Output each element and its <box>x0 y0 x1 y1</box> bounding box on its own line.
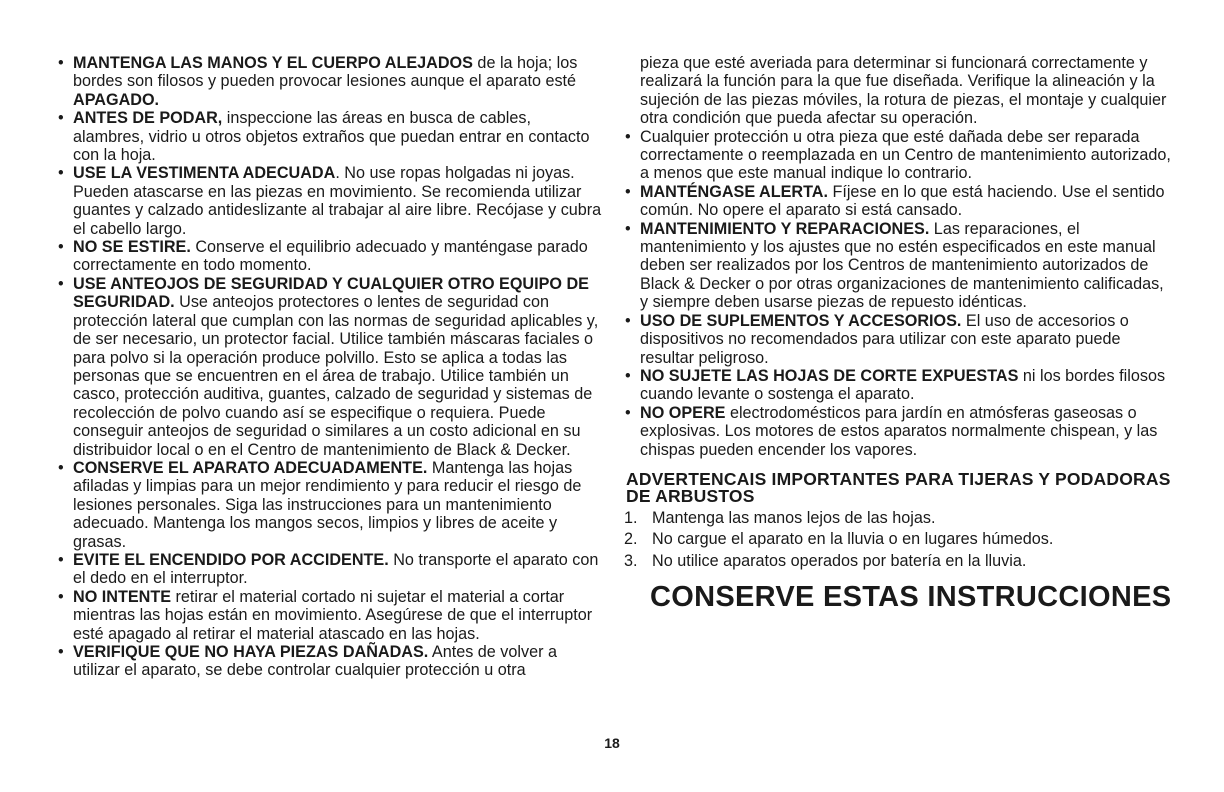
bullet-icon: • <box>58 164 64 183</box>
item-heading: MANTENGA LAS MANOS Y EL CUERPO ALEJADOS <box>73 54 473 72</box>
numbered-item <box>622 551 1172 573</box>
item-heading: NO SUJETE LAS HOJAS DE CORTE EXPUESTAS <box>640 366 1019 385</box>
bullet-icon: • <box>58 238 64 257</box>
item-text: No transporte el aparato con el dedo en el interruptor. <box>73 550 599 588</box>
bullet-icon: • <box>58 643 64 661</box>
item-heading: USE ANTEOJOS DE SEGURIDAD Y CUALQUIER OTRO EQUIPO DE SEGURIDAD. <box>73 274 589 312</box>
item-text: . No use ropas holgadas ni joyas. Pueden atascarse en las piezas en movimiento. Se recomienda utilizar guantes y calzado antideslizante al trabajar al aire libre. Recójase y cubra el cabello largo. <box>73 164 602 238</box>
item-heading: USE LA VESTIMENTA ADECUADA <box>73 164 336 183</box>
bullet-icon: • <box>58 274 64 293</box>
bullet-icon: • <box>58 550 64 569</box>
left-bullet-list <box>55 54 605 680</box>
list-item <box>622 220 1172 312</box>
bullet-icon: • <box>625 311 631 330</box>
list-item <box>55 54 605 109</box>
item-heading: VERIFIQUE QUE NO HAYA PIEZAS DAÑADAS. <box>73 643 429 661</box>
list-item <box>55 643 605 680</box>
bullet-icon: • <box>58 109 64 128</box>
bullet-icon: • <box>625 403 631 422</box>
item-text: retirar el material cortado ni sujetar el material a cortar mientras las hojas están en movimiento. Asegúrese de que el interruptor esté apagado al retirar el material atascado en las hojas. <box>73 587 593 643</box>
item-text: de la hoja; los bordes son filosos y pueden provocar lesiones aunque el aparato esté <box>73 54 578 91</box>
item-number: 1. <box>624 508 638 527</box>
bullet-icon: • <box>58 587 64 606</box>
page-number: 18 <box>604 735 620 751</box>
item-number: 3. <box>624 551 638 570</box>
list-item <box>622 367 1172 404</box>
item-text: inspeccione las áreas en busca de cables, alambres, vidrio u otros objetos extraños que puedan entrar en contacto con la hoja. <box>73 109 590 165</box>
section-heading: ADVERTENCAIS IMPORTANTES PARA TIJERAS Y PODADORAS DE ARBUSTOS <box>626 468 1171 506</box>
bullet-icon: • <box>625 127 631 146</box>
item-heading: CONSERVE EL APARATO ADECUADAMENTE. <box>73 458 428 477</box>
item-text: Fíjese en lo que está haciendo. Use el sentido común. No opere el aparato si está cansado. <box>640 182 1165 220</box>
bullet-icon: • <box>58 54 64 72</box>
list-item <box>55 459 605 551</box>
list-item <box>55 164 605 238</box>
item-text: El uso de accesorios o dispositivos no recomendados para utilizar con este aparato puede resultar peligroso. <box>640 311 1129 367</box>
item-heading: EVITE EL ENCENDIDO POR ACCIDENTE. <box>73 550 389 569</box>
item-text: Cualquier protección u otra pieza que esté dañada debe ser reparada correctamente o reemplazada en un Centro de mantenimiento autorizado, a menos que este manual indique lo contrario. <box>640 127 1171 183</box>
right-bullet-list <box>622 54 1172 459</box>
item-text: ni los bordes filosos cuando levante o sostenga el aparato. <box>640 366 1166 404</box>
list-item <box>622 312 1172 367</box>
list-item <box>55 551 605 588</box>
list-item <box>622 404 1172 459</box>
left-column <box>55 54 605 680</box>
item-heading: NO SE ESTIRE. <box>73 238 191 257</box>
item-text: Antes de volver a utilizar el aparato, se debe controlar cualquier protección u otra <box>73 643 557 680</box>
numbered-list <box>622 508 1172 573</box>
item-text: Mantenga las manos lejos de las hojas. <box>652 508 936 527</box>
item-heading: NO INTENTE <box>73 587 172 606</box>
list-item <box>55 109 605 164</box>
item-number: 2. <box>624 530 638 549</box>
page-title: CONSERVE ESTAS INSTRUCCIONES <box>650 581 1172 614</box>
item-text: pieza que esté averiada para determinar si funcionará correctamente y realizará la función para la que fue diseñada. Verifique la alineación y la sujeción de las piezas móviles, la rotura de piezas, el montaje y cualquier otra condición que pueda afectar su operación. <box>640 54 1167 128</box>
item-heading: NO OPERE <box>640 403 726 422</box>
numbered-item <box>622 529 1172 551</box>
item-heading: USO DE SUPLEMENTOS Y ACCESORIOS. <box>640 311 962 330</box>
item-text: Las reparaciones, el mantenimiento y los ajustes que no estén especificados en este manual deben ser realizados por los Centros de mantenimiento autorizados de Black & Decker o por otras organizaciones de mantenimiento calificadas, y siempre deben usarse piezas de repuesto idénticas. <box>640 219 1164 312</box>
item-text: electrodomésticos para jardín en atmósferas gaseosas o explosivas. Los motores de estos aparatos normalmente chispean, y las chispas pueden encender los vapores. <box>640 403 1158 459</box>
item-text: Conserve el equilibrio adecuado y manténgase parado correctamente en todo momento. <box>73 238 588 275</box>
bullet-icon: • <box>58 458 64 477</box>
item-text: Mantenga las hojas afiladas y limpias para un mejor rendimiento y para reducir el riesgo de lesiones personales. Siga las instrucciones para un mantenimiento adecuado. Mantenga los mangos secos, limpios y libres de aceite y grasas. <box>73 458 582 551</box>
item-heading: ANTES DE PODAR, <box>73 109 223 128</box>
list-item <box>55 275 605 459</box>
right-column <box>622 54 1172 614</box>
list-item <box>55 588 605 643</box>
item-text: No cargue el aparato en la lluvia o en lugares húmedos. <box>652 530 1054 549</box>
list-item <box>622 128 1172 183</box>
bullet-icon: • <box>625 219 631 238</box>
bullet-icon: • <box>625 182 631 201</box>
item-text: No utilice aparatos operados por batería en la lluvia. <box>652 551 1027 570</box>
item-heading: MANTENIMIENTO Y REPARACIONES. <box>640 219 930 238</box>
item-emphasis: APAGADO. <box>73 90 160 109</box>
numbered-item <box>622 508 1172 530</box>
bullet-icon: • <box>625 366 631 385</box>
list-item-continuation <box>622 54 1172 128</box>
item-text: Use anteojos protectores o lentes de seguridad con protección lateral que cumplan con las normas de seguridad aplicables y, de ser necesario, un protector facial. Utilice también máscaras faciales o para polvo si la operación produce polvillo. Esto se aplica a todas las personas que se encuentren en el área de trabajo. Utilice también un casco, protección auditiva, guantes, calzado de seguridad y sistemas de recolección de polvo cuando así se especifique o requiera. Puede conseguir anteojos de seguridad o similares a un costo adicional en su distribuidor local o en el Centro de mantenimiento de Black & Decker. <box>73 293 599 459</box>
list-item <box>622 183 1172 220</box>
list-item <box>55 238 605 275</box>
item-heading: MANTÉNGASE ALERTA. <box>640 182 828 201</box>
